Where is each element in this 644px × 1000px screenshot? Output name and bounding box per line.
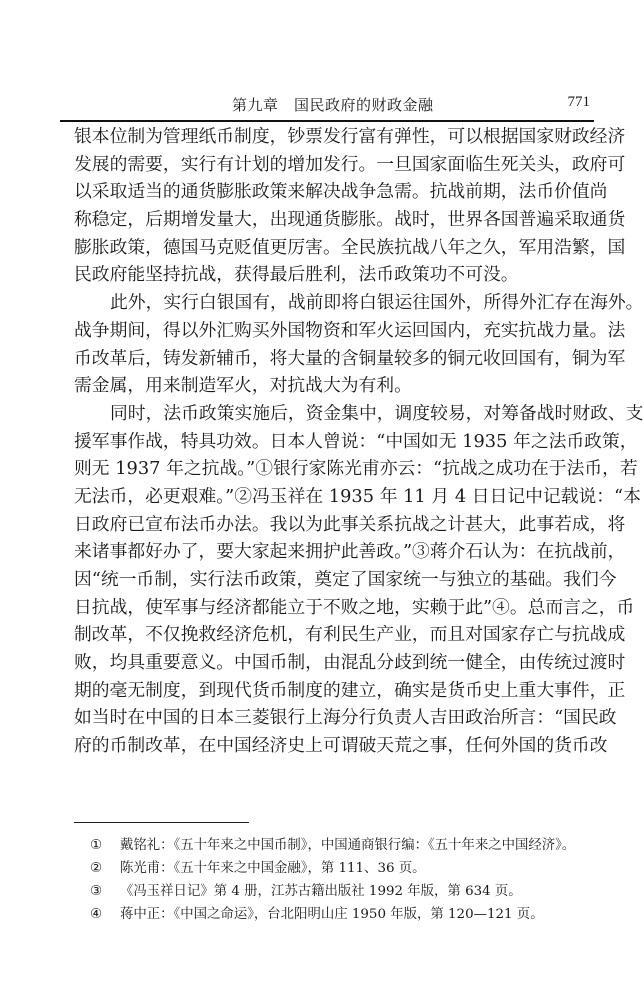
text-line: 败，均具重要意义。中国币制，由混乱分歧到统一健全，由传统过渡时 xyxy=(74,652,626,674)
text-line: 称稳定，后期增发量大，出现通货膨胀。战时，世界各国普遍采取通货 xyxy=(74,209,626,231)
footnote-text: 陈光甫：《五十年来之中国金融》，第 111、36 页。 xyxy=(120,861,426,876)
text-line: 此外，实行白银国有，战前即将白银运往国外，所得外汇存在海外。 xyxy=(110,292,644,314)
text-line: 府的币制改革，在中国经济史上可谓破天荒之事，任何外国的货币改 xyxy=(74,735,608,757)
running-header xyxy=(60,94,590,118)
footnote-rule xyxy=(74,822,249,823)
text-line: 日政府已宣布法币办法。我以为此事关系抗战之计甚大，此事若成，将 xyxy=(74,513,626,535)
footnote-text: 蒋中正：《中国之命运》，台北阳明山庄 1950 年版，第 120—121 页。 xyxy=(120,907,544,922)
text-line: 以采取适当的通货膨胀政策来解决战争急需。抗战前期，法币价值尚 xyxy=(74,181,608,203)
footnote-mark: ④ xyxy=(90,907,103,922)
text-line: 无法币，必更艰难。”②冯玉祥在 1935 年 11 月 4 日日记中记载说：“本 xyxy=(74,485,641,507)
footnote xyxy=(90,834,600,857)
footnote-text: 《冯玉祥日记》第 4 册，江苏古籍出版社 1992 年版，第 634 页。 xyxy=(120,884,522,899)
chapter-title: 第九章 国民政府的财政金融 xyxy=(232,96,434,114)
text-line: 民政府能坚持抗战，获得最后胜利，法币政策功不可没。 xyxy=(74,264,519,286)
text-line: 制改革，不仅挽救经济危机，有利民生产业，而且对国家存亡与抗战成 xyxy=(74,624,626,646)
text-line: 援军事作战，特具功效。日本人曾说：“中国如无 1935 年之法币政策， xyxy=(74,430,638,452)
header-rule xyxy=(60,120,594,122)
footnote xyxy=(90,880,600,903)
text-line: 则无 1937 年之抗战。”①银行家陈光甫亦云：“抗战之成功在于法币，若 xyxy=(74,458,638,480)
body-text xyxy=(74,123,644,760)
text-line: 因“统一币制，实行法币政策，奠定了国家统一与独立的基础。我们今 xyxy=(74,569,617,590)
footnote xyxy=(90,903,600,926)
text-line: 膨胀政策，德国马克贬值更厉害。全民族抗战八年之久，军用浩繁，国 xyxy=(74,236,626,258)
text-line: 银本位制为管理纸币制度，钞票发行富有弹性，可以根据国家财政经济 xyxy=(74,126,626,147)
text-line: 战争期间，得以外汇购买外国物资和军火运回国内，充实抗战力量。法 xyxy=(74,319,626,341)
footnote-text: 戴铭礼：《五十年来之中国币制》，中国通商银行编：《五十年来之中国经济》。 xyxy=(120,838,576,853)
text-line: 日抗战，使军事与经济都能立于不败之地，实赖于此”④。总而言之，币 xyxy=(74,596,635,618)
footnote-mark: ① xyxy=(90,838,103,853)
footnotes xyxy=(90,834,600,926)
text-line: 发展的需要，实行有计划的增加发行。一旦国家面临生死关头，政府可 xyxy=(74,153,626,175)
text-line: 币改革后，铸发新辅币，将大量的含铜量较多的铜元收回国有，铜为军 xyxy=(74,347,626,369)
text-line: 期的毫无制度，到现代货币制度的建立，确实是货币史上重大事件，正 xyxy=(74,679,626,701)
page-number: 771 xyxy=(567,94,590,110)
text-line: 如当时在中国的日本三菱银行上海分行负责人吉田政治所言：“国民政 xyxy=(74,707,617,729)
footnote-mark: ② xyxy=(90,861,103,876)
footnote-mark: ③ xyxy=(90,884,103,899)
text-line: 同时，法币政策实施后，资金集中，调度较易，对筹备战时财政、支 xyxy=(110,402,644,424)
footnote xyxy=(90,857,600,880)
text-line: 需金属，用来制造军火，对抗战大为有利。 xyxy=(74,375,412,397)
text-line: 来诸事都好办了，要大家起来拥护此善政。”③蒋介石认为：在抗战前， xyxy=(74,541,626,563)
